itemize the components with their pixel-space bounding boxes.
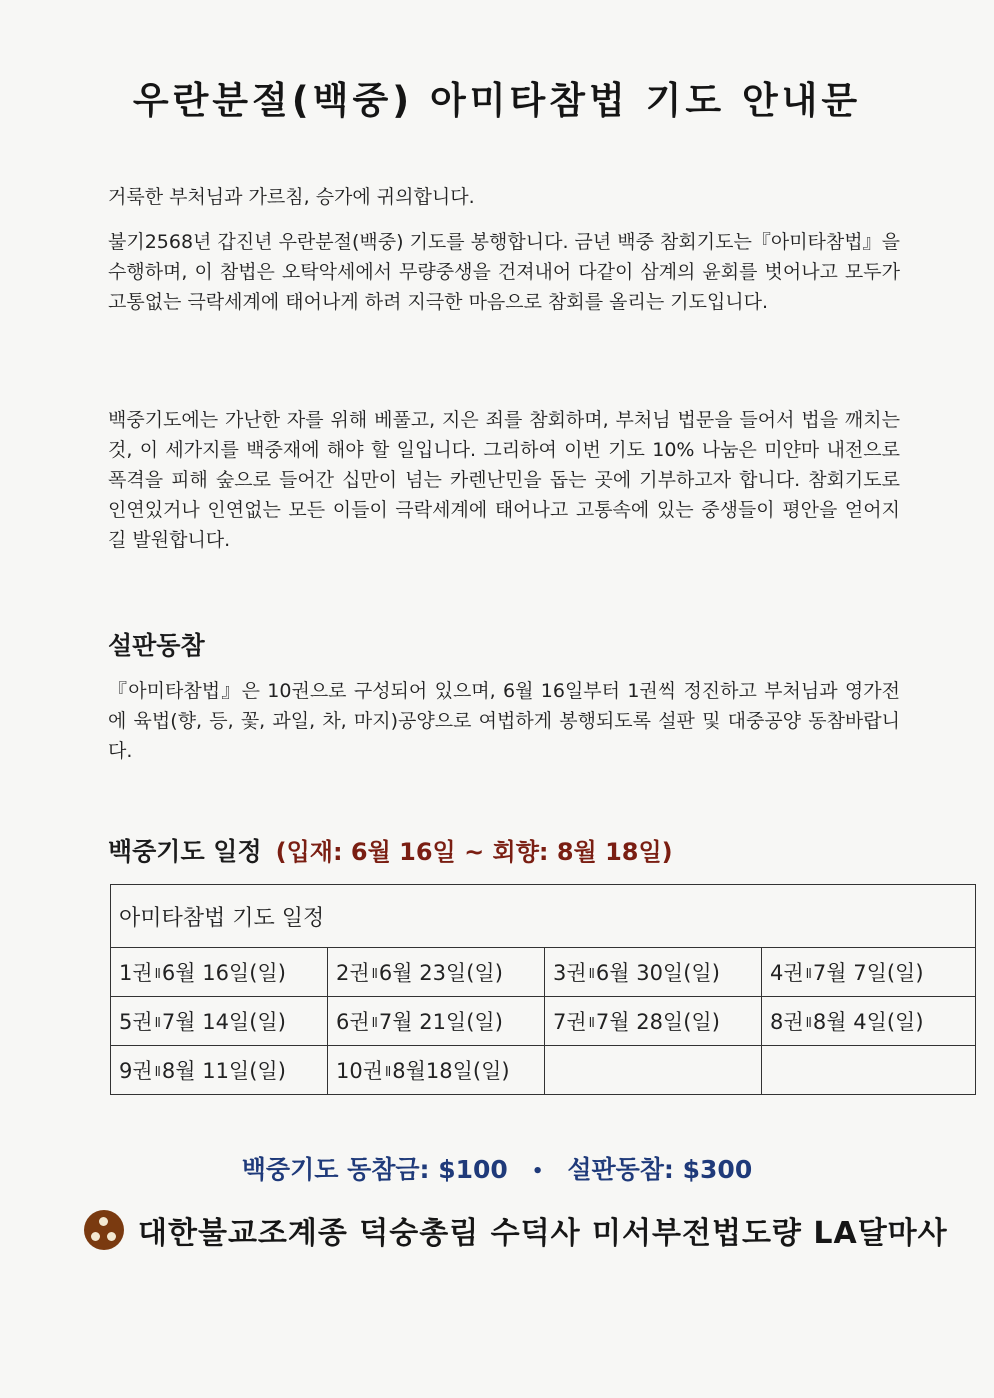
schedule-date: 6월 30일(일) — [595, 961, 720, 985]
schedule-date: 7월 28일(일) — [595, 1010, 720, 1034]
schedule-date: 7월 7일(일) — [812, 961, 924, 985]
volume-label: 5권 — [119, 1010, 153, 1034]
volume-label: 6권 — [336, 1010, 370, 1034]
organization-name: 대한불교조계종 덕숭총림 수덕사 미서부전법도량 LA달마사 — [138, 1216, 948, 1251]
page-title: 우란분절(백중) 아미타참법 기도 안내문 — [132, 79, 862, 122]
separator: ll — [588, 966, 594, 982]
empty-cell — [762, 1046, 976, 1095]
separator: ll — [371, 1015, 377, 1031]
schedule-title: 백중기도 일정 — [108, 837, 262, 866]
schedule-date: 8월18일(일) — [392, 1059, 510, 1083]
schedule-date: 8월 11일(일) — [161, 1059, 286, 1083]
schedule-date: 8월 4일(일) — [812, 1010, 924, 1034]
table-row — [111, 997, 976, 1046]
volume-label: 3권 — [553, 961, 587, 985]
schedule-heading — [108, 832, 673, 868]
schedule-cell — [545, 997, 762, 1046]
intro-text: 거룩한 부처님과 가르침, 승가에 귀의합니다. — [108, 186, 475, 208]
paragraph-3: 『아미타참법』은 10권으로 구성되어 있으며, 6월 16일부터 1권씩 정진하고 부처님과 영가전에 육법(향, 등, 꽃, 과일, 차, 마지)공양으로 여법하게 봉행되도록 설판 및 대중공양 동참바랍니다. — [108, 680, 900, 762]
schedule-cell — [762, 948, 976, 997]
fee-sponsorship: 설판동참: $300 — [567, 1155, 753, 1184]
volume-label: 8권 — [770, 1010, 804, 1034]
table-header-row — [111, 885, 976, 948]
schedule-cell — [762, 997, 976, 1046]
schedule-cell — [328, 997, 545, 1046]
separator: ll — [371, 966, 377, 982]
volume-label: 4권 — [770, 961, 804, 985]
separator: ll — [154, 1064, 160, 1080]
footer — [84, 1208, 948, 1252]
schedule-range: (입재: 6월 16일 ~ 회향: 8월 18일) — [275, 838, 673, 866]
separator: ll — [588, 1015, 594, 1031]
fee-prayer: 백중기도 동참금: $100 — [241, 1155, 508, 1184]
separator: ll — [385, 1064, 391, 1080]
schedule-table — [110, 884, 976, 1095]
temple-seal-icon — [84, 1210, 124, 1250]
schedule-date: 7월 21일(일) — [378, 1010, 503, 1034]
schedule-cell — [111, 948, 328, 997]
paragraph-1: 불기2568년 갑진년 우란분절(백중) 기도를 봉행합니다. 금년 백중 참회기도는『아미타참법』을 수행하며, 이 참법은 오탁악세에서 무량중생을 건져내어 다같이 삼계의 윤회를 벗어나고 모두가 고통없는 극락세계에 태어나게 하려 지극한 마음으로 참회를 올리는 기도입니다. — [108, 231, 900, 313]
empty-cell — [545, 1046, 762, 1095]
schedule-cell — [111, 997, 328, 1046]
separator: ll — [805, 1015, 811, 1031]
schedule-cell — [111, 1046, 328, 1095]
schedule-cell — [328, 948, 545, 997]
schedule-cell — [328, 1046, 545, 1095]
schedule-date: 7월 14일(일) — [161, 1010, 286, 1034]
table-row — [111, 948, 976, 997]
schedule-date: 6월 23일(일) — [378, 961, 503, 985]
separator: ll — [154, 966, 160, 982]
volume-label: 7권 — [553, 1010, 587, 1034]
table-row — [111, 1046, 976, 1095]
fees-line — [0, 1150, 994, 1186]
separator: ll — [805, 966, 811, 982]
volume-label: 1권 — [119, 961, 153, 985]
schedule-cell — [545, 948, 762, 997]
bullet-dot: • — [531, 1160, 544, 1182]
paragraph-2: 백중기도에는 가난한 자를 위해 베풀고, 지은 죄를 참회하며, 부처님 법문을 들어서 법을 깨치는 것, 이 세가지를 백중재에 해야 할 일입니다. 그리하여 이번 기도 10% 나눔은 미얀마 내전으로 폭격을 피해 숲으로 들어간 십만이 넘는 카렌난민을 돕는 곳에 기부하고자 합니다. 참회기도로 인연있거나 인연없는 모든 이들이 극락세계에 태어나고 고통속에 있는 중생들이 평안을 얻어지길 발원합니다. — [108, 409, 900, 551]
table-header: 아미타참법 기도 일정 — [111, 885, 976, 948]
volume-label: 2권 — [336, 961, 370, 985]
section-title: 설판동참 — [108, 631, 205, 660]
schedule-date: 6월 16일(일) — [161, 961, 286, 985]
separator: ll — [154, 1015, 160, 1031]
volume-label: 10권 — [336, 1059, 384, 1083]
volume-label: 9권 — [119, 1059, 153, 1083]
